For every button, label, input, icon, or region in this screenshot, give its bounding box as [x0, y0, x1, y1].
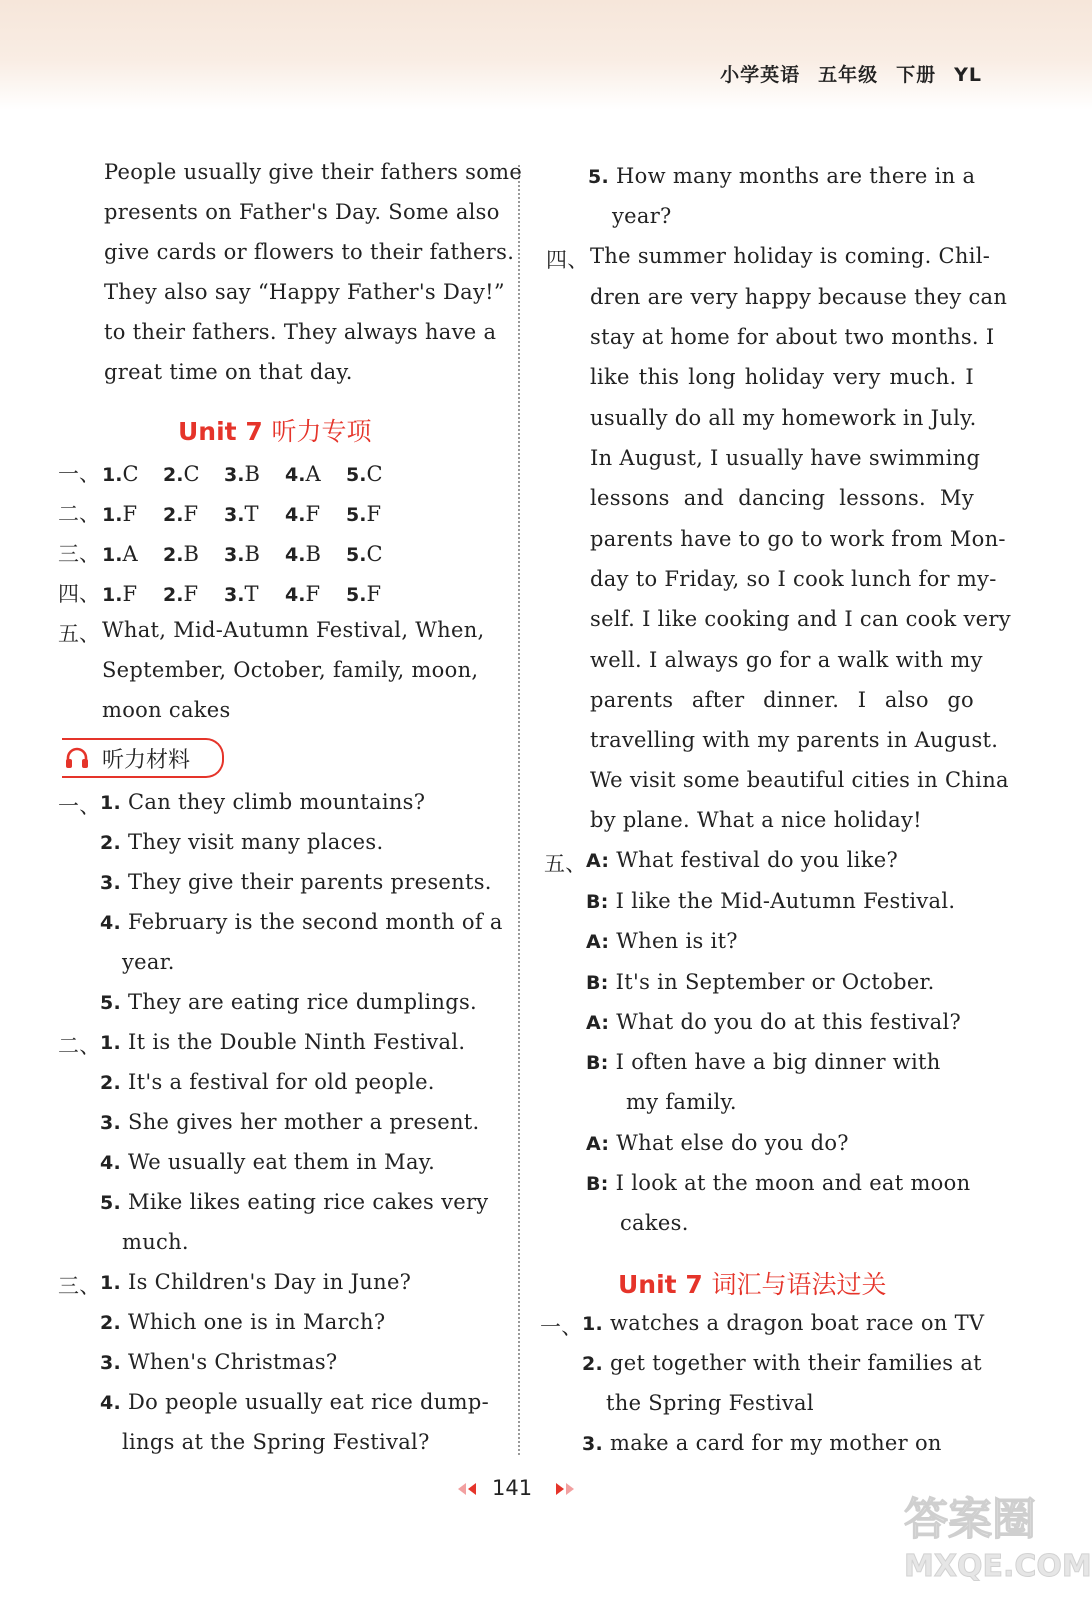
- section-title-unit: Unit 7: [618, 1270, 703, 1299]
- passage-line: People usually give their fathers some: [104, 160, 523, 184]
- answer-num: 1.: [102, 544, 123, 566]
- svg-text:答案圈: 答案圈: [904, 1494, 1036, 1545]
- section-mark: 一、: [540, 1315, 583, 1339]
- svg-text:MXQE.COM: MXQE.COM: [904, 1549, 1092, 1584]
- dialogue-line: A: What festival do you like?: [586, 848, 899, 872]
- materials-item-cont: much.: [122, 1230, 189, 1254]
- passage-line: to their fathers. They always have a: [104, 320, 497, 344]
- page-header: [0, 0, 1092, 110]
- page-number: 141: [492, 1476, 533, 1500]
- materials-item: 3. When's Christmas?: [100, 1350, 338, 1374]
- question-item: 5. How many months are there in a: [588, 164, 976, 188]
- vocab-item: 2. get together with their families at: [582, 1351, 982, 1375]
- materials-item: 4. February is the second month of a: [100, 910, 503, 934]
- materials-item: 1. It is the Double Ninth Festival.: [100, 1030, 466, 1054]
- section-title-cn: 听力专项: [271, 417, 372, 446]
- passage-line: usually do all my homework in July.: [590, 406, 977, 430]
- section-title-vocab: [618, 1265, 886, 1301]
- header-grade: 五年级: [818, 64, 879, 86]
- passage-line: We visit some beautiful cities in China: [590, 768, 1009, 792]
- prev-arrow-icon: [458, 1483, 466, 1495]
- passage-line: parents have to go to work from Mon-: [590, 527, 1006, 551]
- answer-num: 3.: [224, 464, 245, 486]
- answer-val: C: [366, 462, 383, 486]
- answer-val: A: [305, 462, 321, 486]
- materials-item-cont: year.: [122, 950, 175, 974]
- watermark-logo: [900, 1478, 1092, 1588]
- dialogue-line: A: When is it?: [586, 929, 738, 953]
- answer-val: C: [183, 462, 200, 486]
- materials-item: 2. They visit many places.: [100, 830, 384, 854]
- answer-num: 3.: [224, 544, 245, 566]
- answer-num: 2.: [163, 544, 184, 566]
- section-mark: 四、: [546, 248, 589, 272]
- passage-line: well. I always go for a walk with my: [590, 648, 983, 672]
- materials-item: 3. She gives her mother a present.: [100, 1110, 480, 1134]
- section-title-cn: 词汇与语法过关: [711, 1270, 887, 1299]
- materials-mark: 一、: [58, 794, 101, 818]
- answer-line: September, October, family, moon,: [102, 658, 479, 682]
- answer-num: 4.: [285, 504, 306, 526]
- materials-item: 3. They give their parents presents.: [100, 870, 492, 894]
- answer-num: 5.: [346, 584, 367, 606]
- dialogue-line: A: What do you do at this festival?: [586, 1010, 962, 1034]
- passage-line: self. I like cooking and I can cook very: [590, 607, 1011, 631]
- answer-val: F: [183, 582, 199, 606]
- section-mark: 五、: [544, 852, 587, 876]
- answer-num: 4.: [285, 544, 306, 566]
- answer-val: T: [244, 502, 259, 526]
- passage-line: They also say “Happy Father's Day!”: [104, 280, 505, 304]
- answer-val: F: [366, 502, 382, 526]
- materials-item: 2. Which one is in March?: [100, 1310, 386, 1334]
- materials-item: 4. Do people usually eat rice dump-: [100, 1390, 489, 1414]
- dialogue-line: B: I like the Mid-Autumn Festival.: [586, 889, 956, 913]
- answer-num: 3.: [224, 584, 245, 606]
- answer-val: T: [244, 582, 259, 606]
- answer-num: 4.: [285, 464, 306, 486]
- listening-materials-label: 听力材料: [102, 748, 191, 773]
- answer-num: 1.: [102, 464, 123, 486]
- passage-line: give cards or flowers to their fathers.: [104, 240, 515, 264]
- dialogue-line: B: I look at the moon and eat moon: [586, 1171, 971, 1195]
- answer-num: 1.: [102, 504, 123, 526]
- header-subject: 小学英语: [720, 64, 801, 86]
- prev-arrow-icon: [468, 1483, 476, 1495]
- answer-mark: 二、: [58, 502, 100, 526]
- answer-num: 5.: [346, 464, 367, 486]
- passage-line: presents on Father's Day. Some also: [104, 200, 500, 224]
- answer-num: 4.: [285, 584, 306, 606]
- passage-line: like this long holiday very much. I: [590, 365, 974, 389]
- dialogue-line: B: It's in September or October.: [586, 970, 935, 994]
- dialogue-line: B: I often have a big dinner with: [586, 1050, 941, 1074]
- dialogue-line-cont: my family.: [626, 1090, 737, 1114]
- materials-item: 5. Mike likes eating rice cakes very: [100, 1190, 489, 1214]
- section-title-listening: [178, 412, 371, 448]
- passage-line: by plane. What a nice holiday!: [590, 808, 922, 832]
- materials-item: 1. Can they climb mountains?: [100, 790, 426, 814]
- passage-line: dren are very happy because they can: [590, 285, 1008, 309]
- answer-num: 3.: [224, 504, 245, 526]
- answer-num: 2.: [163, 584, 184, 606]
- materials-item: 2. It's a festival for old people.: [100, 1070, 435, 1094]
- answer-val: C: [366, 542, 383, 566]
- answer-val: F: [305, 502, 321, 526]
- answer-line: What, Mid-Autumn Festival, When,: [102, 618, 485, 642]
- materials-item-cont: lings at the Spring Festival?: [122, 1430, 430, 1454]
- passage-line: lessons and dancing lessons. My: [590, 486, 974, 510]
- answer-num: 1.: [102, 584, 123, 606]
- answer-row: [58, 578, 407, 608]
- answer-num: 2.: [163, 464, 184, 486]
- column-divider: [518, 165, 520, 1455]
- question-item-cont: year?: [612, 204, 672, 228]
- answer-val: F: [305, 582, 321, 606]
- answer-num: 2.: [163, 504, 184, 526]
- answer-row: [58, 458, 407, 488]
- vocab-item: 3. make a card for my mother on: [582, 1431, 942, 1455]
- passage-line: great time on that day.: [104, 360, 353, 384]
- header-title: [702, 60, 982, 87]
- answer-val: B: [183, 542, 199, 566]
- dialogue-line-cont: cakes.: [620, 1211, 689, 1235]
- vocab-item: 1. watches a dragon boat race on TV: [582, 1311, 985, 1335]
- next-arrow-icon: [566, 1483, 574, 1495]
- passage-line: The summer holiday is coming. Chil-: [590, 244, 991, 268]
- materials-item: 5. They are eating rice dumplings.: [100, 990, 478, 1014]
- answer-mark-five: 五、: [58, 622, 100, 646]
- answer-val: B: [244, 462, 260, 486]
- answer-val: A: [122, 542, 138, 566]
- materials-item: 1. Is Children's Day in June?: [100, 1270, 412, 1294]
- answer-val: F: [122, 582, 138, 606]
- listening-materials-tag: [62, 738, 224, 778]
- answer-num: 5.: [346, 544, 367, 566]
- materials-mark: 三、: [58, 1274, 101, 1298]
- answer-val: F: [366, 582, 382, 606]
- passage-line: In August, I usually have swimming: [590, 446, 981, 470]
- materials-item: 4. We usually eat them in May.: [100, 1150, 436, 1174]
- passage-line: stay at home for about two months. I: [590, 325, 995, 349]
- answer-val: B: [305, 542, 321, 566]
- answer-row: [58, 498, 407, 528]
- headphones-icon: [64, 746, 90, 774]
- answer-mark: 一、: [58, 462, 100, 486]
- dialogue-line: A: What else do you do?: [586, 1131, 849, 1155]
- passage-line: day to Friday, so I cook lunch for my-: [590, 567, 997, 591]
- answer-val: B: [244, 542, 260, 566]
- answer-row: [58, 538, 407, 568]
- header-edition: YL: [954, 64, 982, 86]
- answer-mark: 四、: [58, 582, 100, 606]
- answer-mark: 三、: [58, 542, 100, 566]
- answer-num: 5.: [346, 504, 367, 526]
- materials-mark: 二、: [58, 1034, 101, 1058]
- answer-val: F: [183, 502, 199, 526]
- passage-line: travelling with my parents in August.: [590, 728, 999, 752]
- header-volume: 下册: [896, 64, 937, 86]
- section-title-unit: Unit 7: [178, 417, 263, 446]
- answer-line: moon cakes: [102, 698, 231, 722]
- answer-val: C: [122, 462, 139, 486]
- passage-line: parents after dinner. I also go: [590, 688, 974, 712]
- next-arrow-icon: [556, 1483, 564, 1495]
- answer-val: F: [122, 502, 138, 526]
- vocab-item-cont: the Spring Festival: [606, 1391, 814, 1415]
